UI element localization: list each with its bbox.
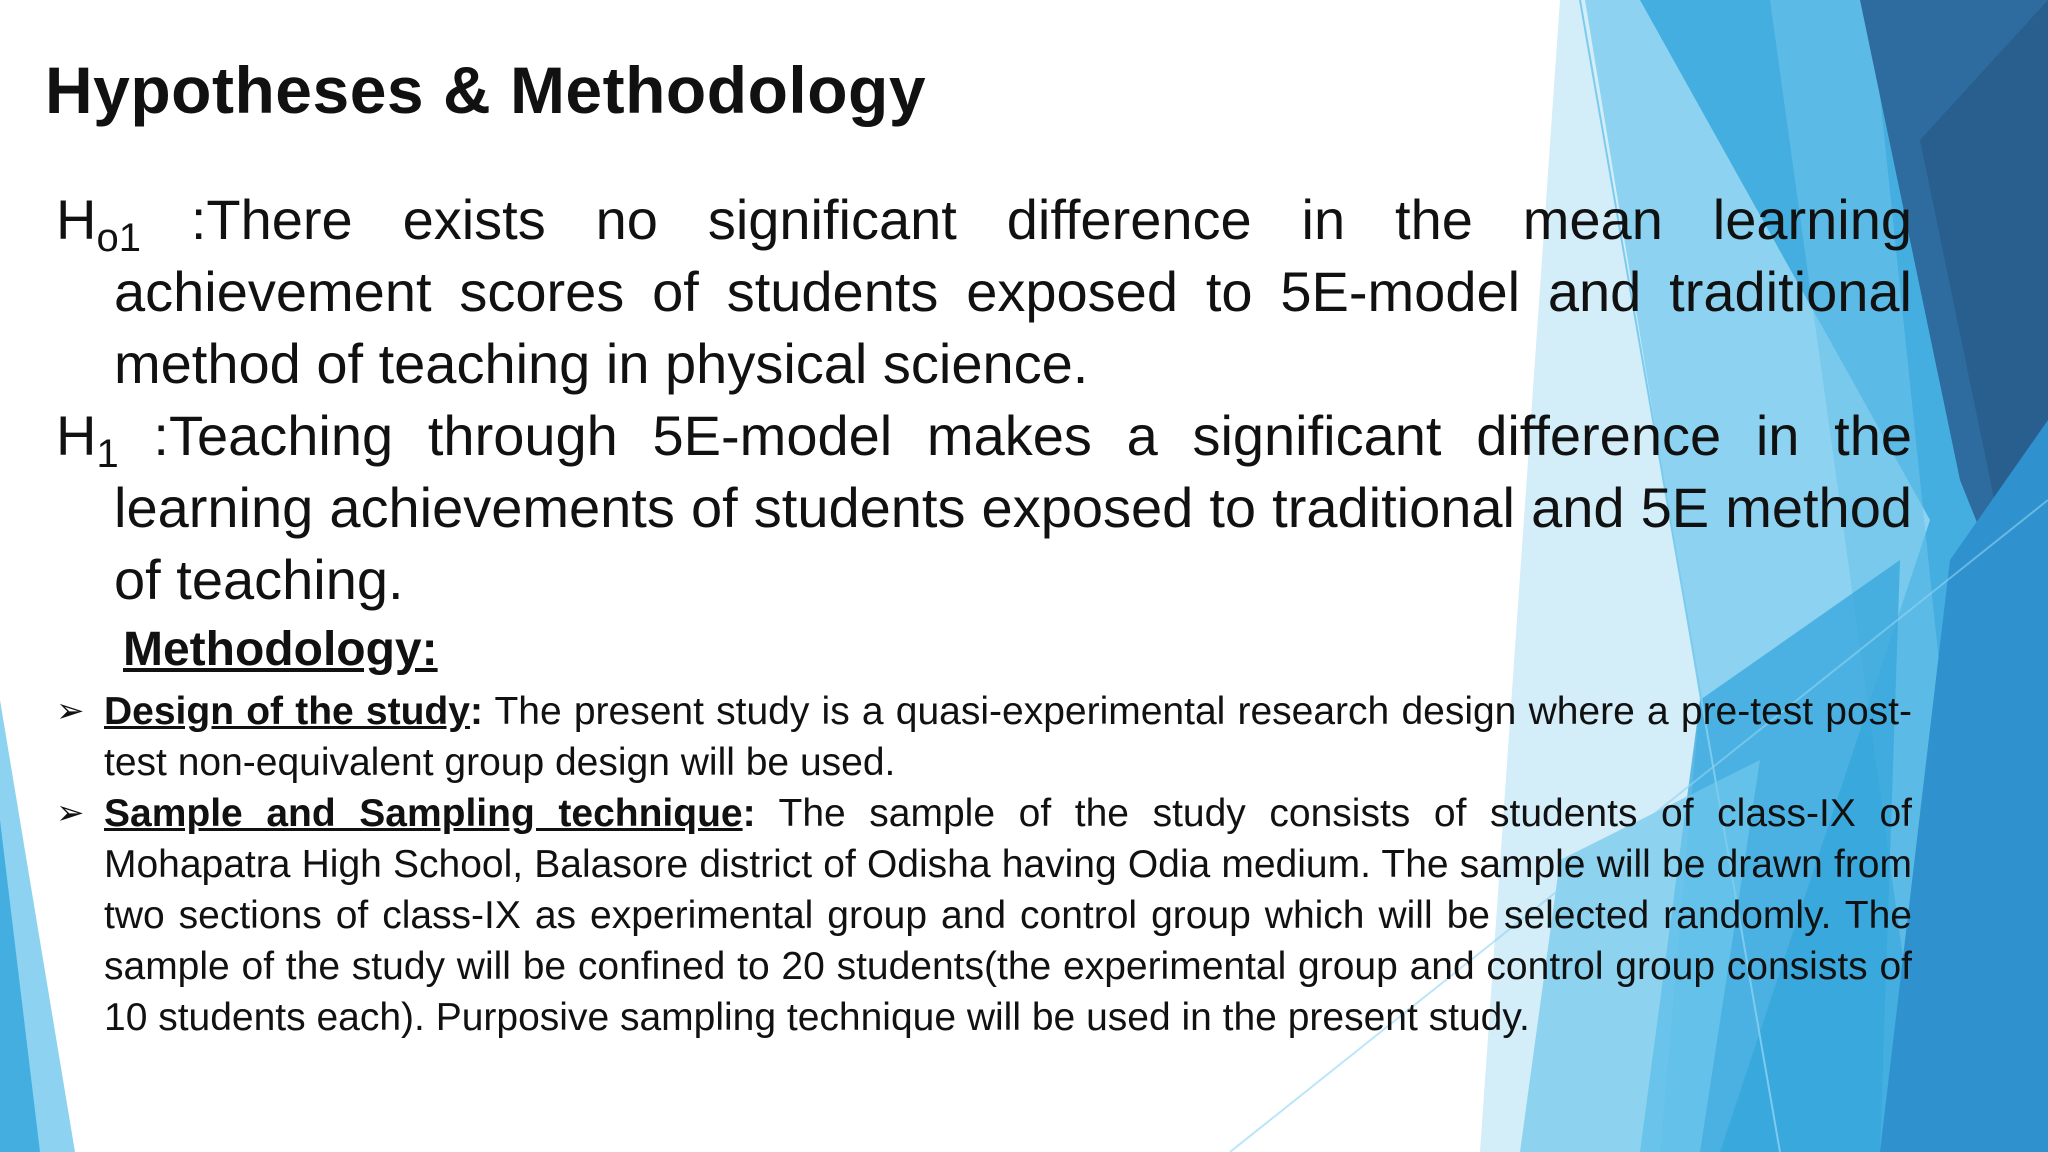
hypothesis-subscript: 1	[96, 432, 119, 476]
bullet-text: The present study is a quasi-experimental research design where a pre-test post-test non-equivalent group design will be used.	[104, 690, 1912, 784]
hypothesis-symbol: H	[56, 188, 97, 251]
bullet-sample-technique	[56, 788, 1912, 1043]
bullet-colon: :	[742, 792, 756, 835]
hypothesis-text: :Teaching through 5E-model makes a significant difference in the learning achievements of students exposed to traditional and 5E method of teaching.	[114, 404, 1912, 611]
hypothesis-subscript: o1	[96, 216, 141, 260]
bullet-text: The sample of the study consists of students of class-IX of Mohapatra High School, Balasore district of Odisha having Odia medium. The sample will be drawn from two sections of class-IX as experimental group and control group which will be selected randomly. The sample of the study will be confined to 20 students(the experimental group and control group consists of 10 students each). Purposive sampling technique will be used in the present study.	[104, 792, 1912, 1039]
hypothesis-symbol: H	[56, 404, 97, 467]
bullet-colon: :	[469, 690, 483, 733]
methodology-heading: Methodology:	[123, 623, 438, 676]
slide-title: Hypotheses & Methodology	[45, 53, 927, 127]
arrow-bullet-icon: ➢	[56, 794, 85, 832]
bullet-design-of-study	[56, 686, 1912, 788]
hypothesis-null	[56, 184, 1912, 400]
bullet-lead: Design of the study	[104, 690, 470, 733]
hypothesis-text: :There exists no significant difference in the mean learning achievement scores of students exposed to 5E-model and traditional method of teaching in physical science.	[114, 188, 1912, 395]
bullet-lead: Sample and Sampling technique	[104, 792, 743, 835]
arrow-bullet-icon: ➢	[56, 692, 85, 730]
hypothesis-alternative	[56, 400, 1912, 616]
